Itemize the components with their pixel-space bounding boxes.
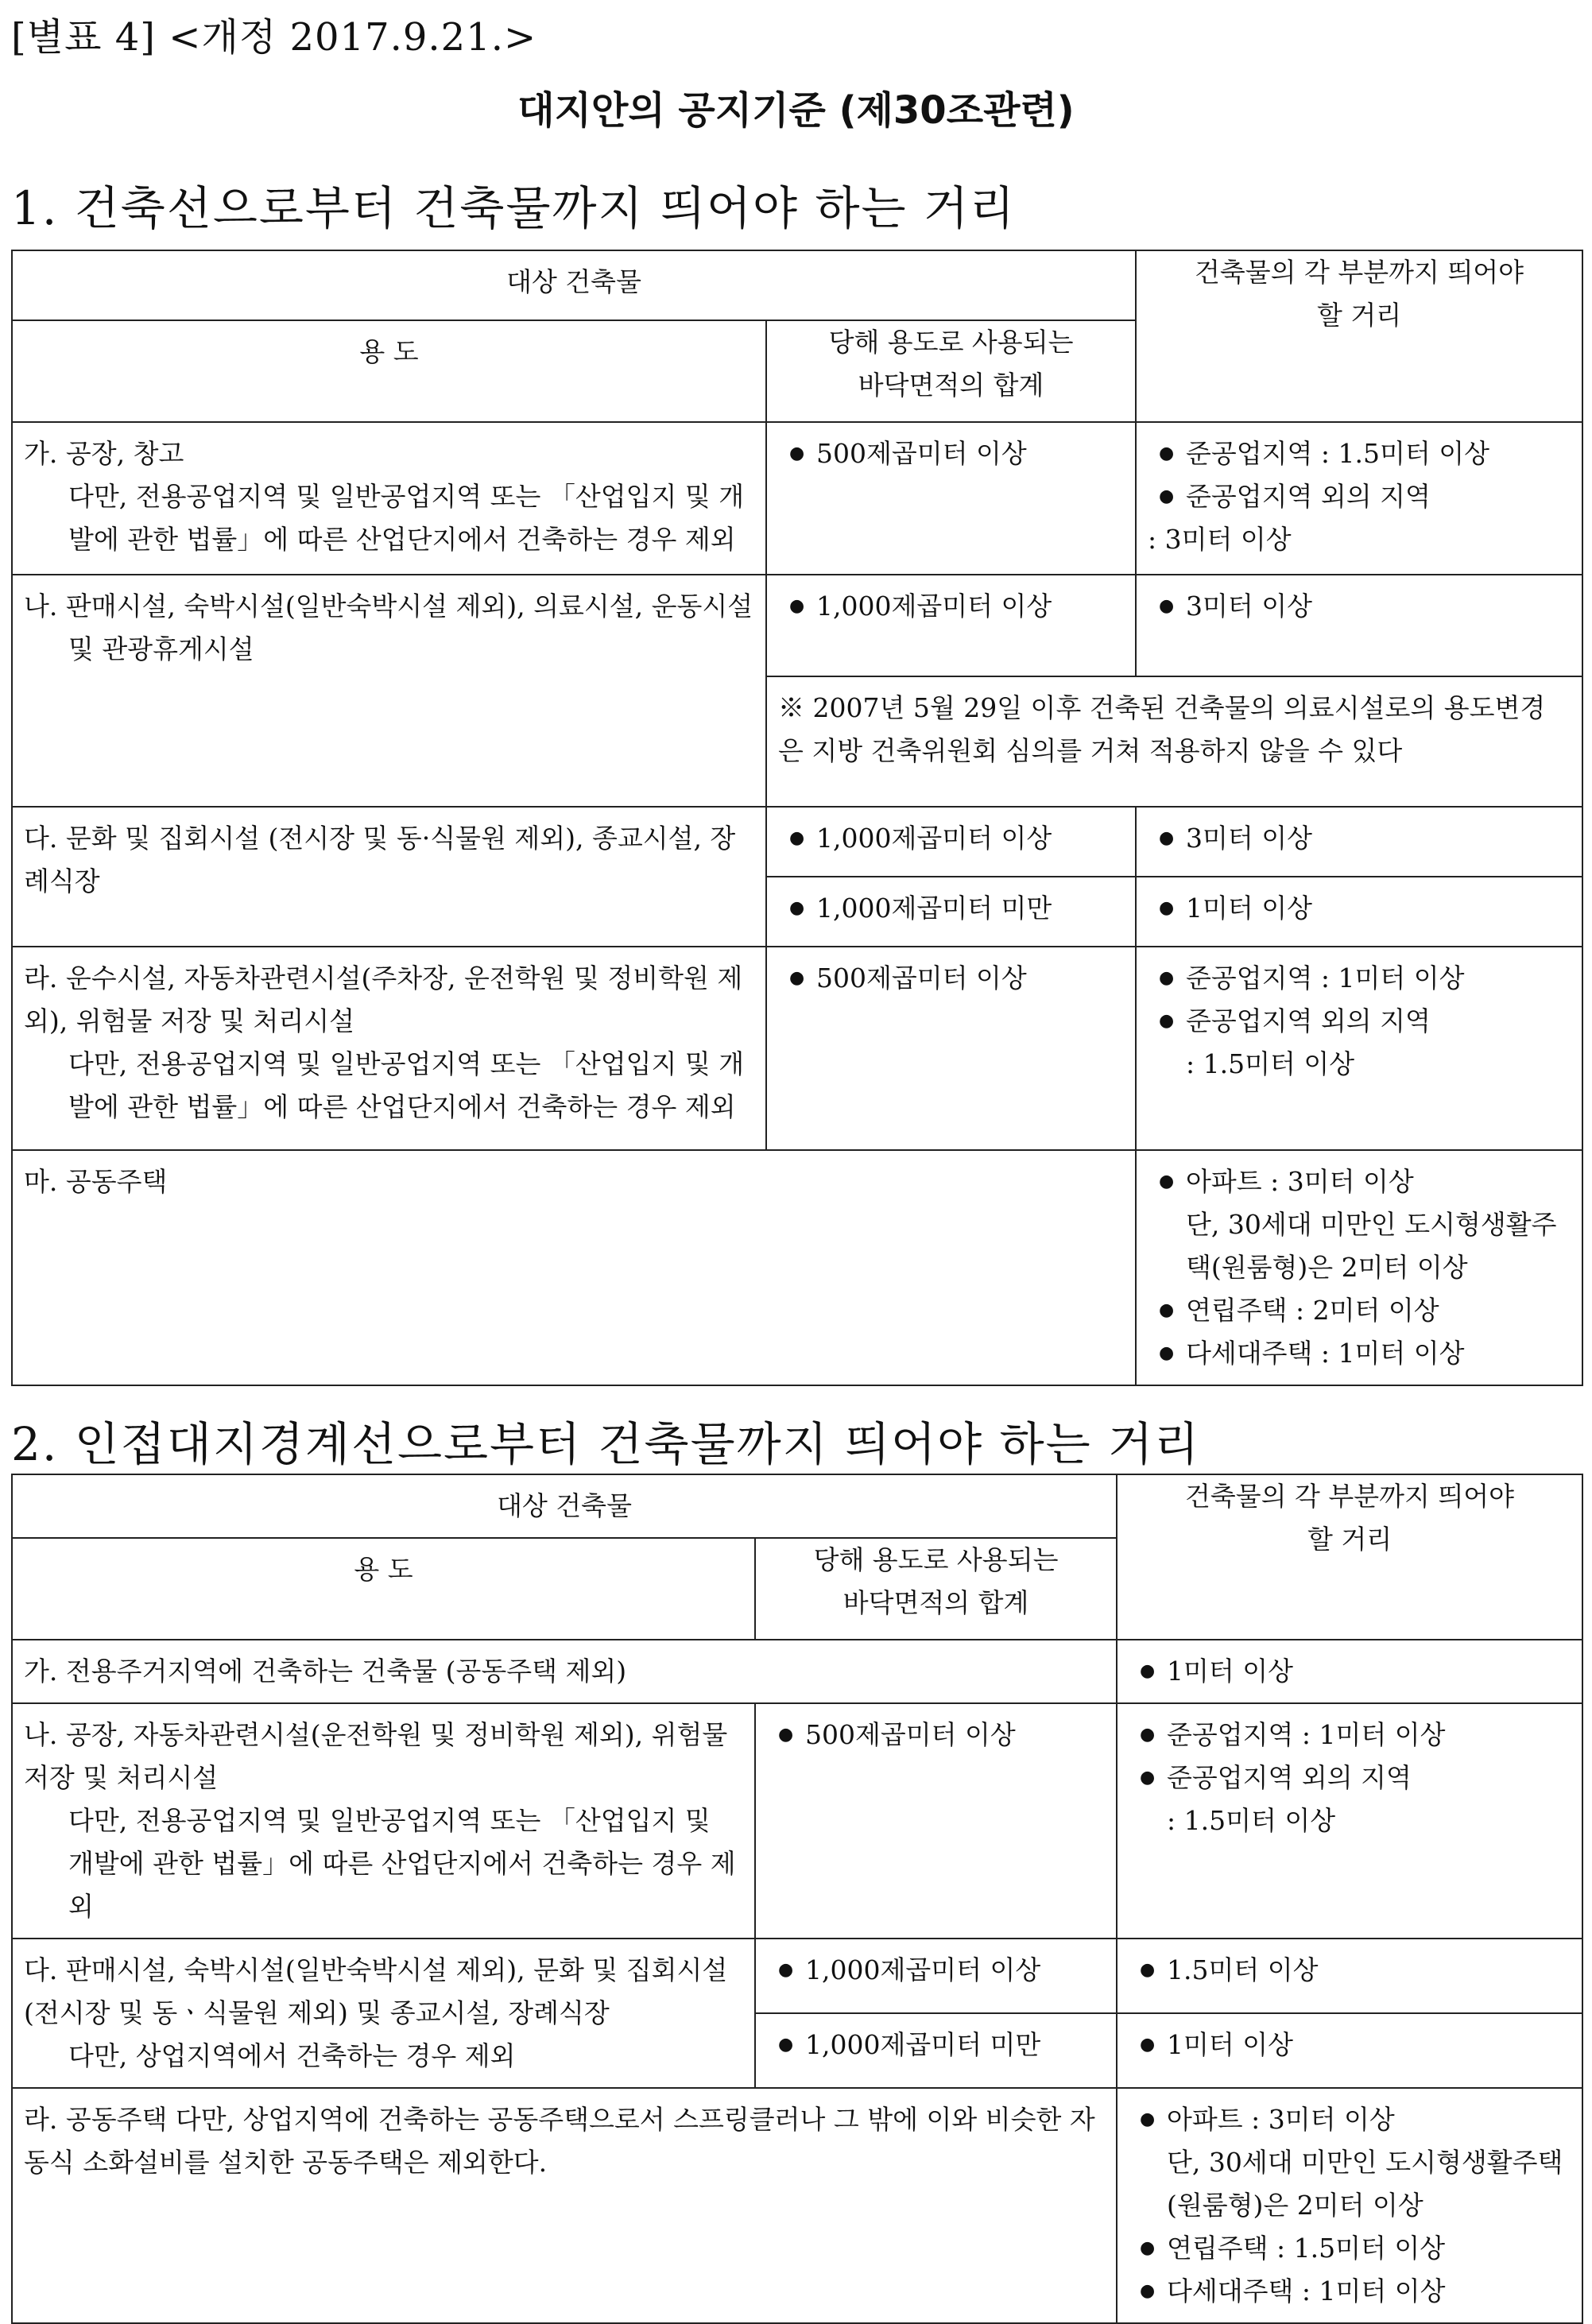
s1-row-na-area: ● 1,000제곱미터 이상	[766, 575, 1136, 676]
s2-row-da-area-1: ● 1,000제곱미터 이상	[755, 1939, 1117, 2013]
s1-row-ga-distance: ● 준공업지역 : 1.5미터 이상 ● 준공업지역 외의 지역 : 3미터 이상	[1136, 422, 1582, 575]
s2-row-ga-use: 가. 전용주거지역에 건축하는 건축물 (공동주택 제외)	[12, 1640, 1117, 1703]
s1-row-na-use: 나. 판매시설, 숙박시설(일반숙박시설 제외), 의료시설, 운동시설 및 관광휴게시설	[12, 575, 766, 807]
header-distance: 건축물의 각 부분까지 띄어야 할 거리	[1136, 250, 1582, 422]
s1-row-ra-use: 라. 운수시설, 자동차관련시설(주차장, 운전학원 및 정비학원 제외), 위험물 저장 및 처리시설 다만, 전용공업지역 및 일반공업지역 또는 「산업입지 및 개발에 관한 법률」에 따른 산업단지에서 건축하는 경우 제외	[12, 947, 766, 1150]
s2-row-ra-use: 라. 공동주택 다만, 상업지역에 건축하는 공동주택으로서 스프링클러나 그 밖에 이와 비슷한 자동식 소화설비를 설치한 공동주택은 제외한다.	[12, 2088, 1117, 2323]
s1-row-da-area-1: ● 1,000제곱미터 이상	[766, 807, 1136, 877]
header-use: 용 도	[12, 1538, 755, 1640]
s2-row-ra-distance: ● 아파트 : 3미터 이상 단, 30세대 미만인 도시형생활주택(원룸형)은 2미터 이상 ● 연립주택 : 1.5미터 이상 ● 다세대주택 : 1미터 이상	[1117, 2088, 1582, 2323]
s1-row-na-distance: ● 3미터 이상	[1136, 575, 1582, 676]
header-target: 대상 건축물	[12, 1474, 1117, 1538]
s1-row-da-distance-2: ● 1미터 이상	[1136, 877, 1582, 947]
header-area: 당해 용도로 사용되는 바닥면적의 합계	[755, 1538, 1117, 1640]
s2-row-ga-distance: ● 1미터 이상	[1117, 1640, 1582, 1703]
s2-row-da-use: 다. 판매시설, 숙박시설(일반숙박시설 제외), 문화 및 집회시설 (전시장 및 동ㆍ식물원 제외) 및 종교시설, 장례식장 다만, 상업지역에서 건축하는 경우 제외	[12, 1939, 755, 2088]
s1-row-ma-use: 마. 공동주택	[12, 1150, 1136, 1385]
s1-row-ra-distance: ● 준공업지역 : 1미터 이상 ● 준공업지역 외의 지역 : 1.5미터 이상	[1136, 947, 1582, 1150]
s2-row-da-distance-1: ● 1.5미터 이상	[1117, 1939, 1582, 2013]
s2-row-da-area-2: ● 1,000제곱미터 미만	[755, 2013, 1117, 2088]
s2-row-da-distance-2: ● 1미터 이상	[1117, 2013, 1582, 2088]
header-use: 용 도	[12, 320, 766, 422]
header-target: 대상 건축물	[12, 250, 1136, 320]
section2-title: 2. 인접대지경계선으로부터 건축물까지 띄어야 하는 거리	[11, 1417, 1201, 1471]
annex-header: [별표 4] <개정 2017.9.21.>	[11, 15, 537, 60]
s1-row-ma-distance: ● 아파트 : 3미터 이상 단, 30세대 미만인 도시형생활주택(원룸형)은 2미터 이상 ● 연립주택 : 2미터 이상 ● 다세대주택 : 1미터 이상	[1136, 1150, 1582, 1385]
s2-row-na-use: 나. 공장, 자동차관련시설(운전학원 및 정비학원 제외), 위험물 저장 및 처리시설 다만, 전용공업지역 및 일반공업지역 또는 「산업입지 및 개발에 관한 법률」에 따른 산업단지에서 건축하는 경우 제외	[12, 1703, 755, 1939]
s1-row-da-distance-1: ● 3미터 이상	[1136, 807, 1582, 877]
header-area: 당해 용도로 사용되는 바닥면적의 합계	[766, 320, 1136, 422]
s1-row-ga-area: ● 500제곱미터 이상	[766, 422, 1136, 575]
s1-row-ga-use: 가. 공장, 창고 다만, 전용공업지역 및 일반공업지역 또는 「산업입지 및 개발에 관한 법률」에 따른 산업단지에서 건축하는 경우 제외	[12, 422, 766, 575]
s1-row-da-area-2: ● 1,000제곱미터 미만	[766, 877, 1136, 947]
section1-table	[11, 250, 1583, 1386]
section2-table	[11, 1474, 1583, 2324]
s2-row-na-distance: ● 준공업지역 : 1미터 이상 ● 준공업지역 외의 지역 : 1.5미터 이상	[1117, 1703, 1582, 1939]
s1-row-na-note: ※ 2007년 5월 29일 이후 건축된 건축물의 의료시설로의 용도변경은 지방 건축위원회 심의를 거쳐 적용하지 않을 수 있다	[766, 676, 1582, 807]
s2-row-na-area: ● 500제곱미터 이상	[755, 1703, 1117, 1939]
s1-row-da-use: 다. 문화 및 집회시설 (전시장 및 동·식물원 제외), 종교시설, 장례식장	[12, 807, 766, 947]
document-title: 대지안의 공지기준 (제30조관련)	[517, 88, 1075, 133]
s1-row-ra-area: ● 500제곱미터 이상	[766, 947, 1136, 1150]
header-distance: 건축물의 각 부분까지 띄어야 할 거리	[1117, 1474, 1582, 1640]
section1-title: 1. 건축선으로부터 건축물까지 띄어야 하는 거리	[11, 181, 1017, 235]
